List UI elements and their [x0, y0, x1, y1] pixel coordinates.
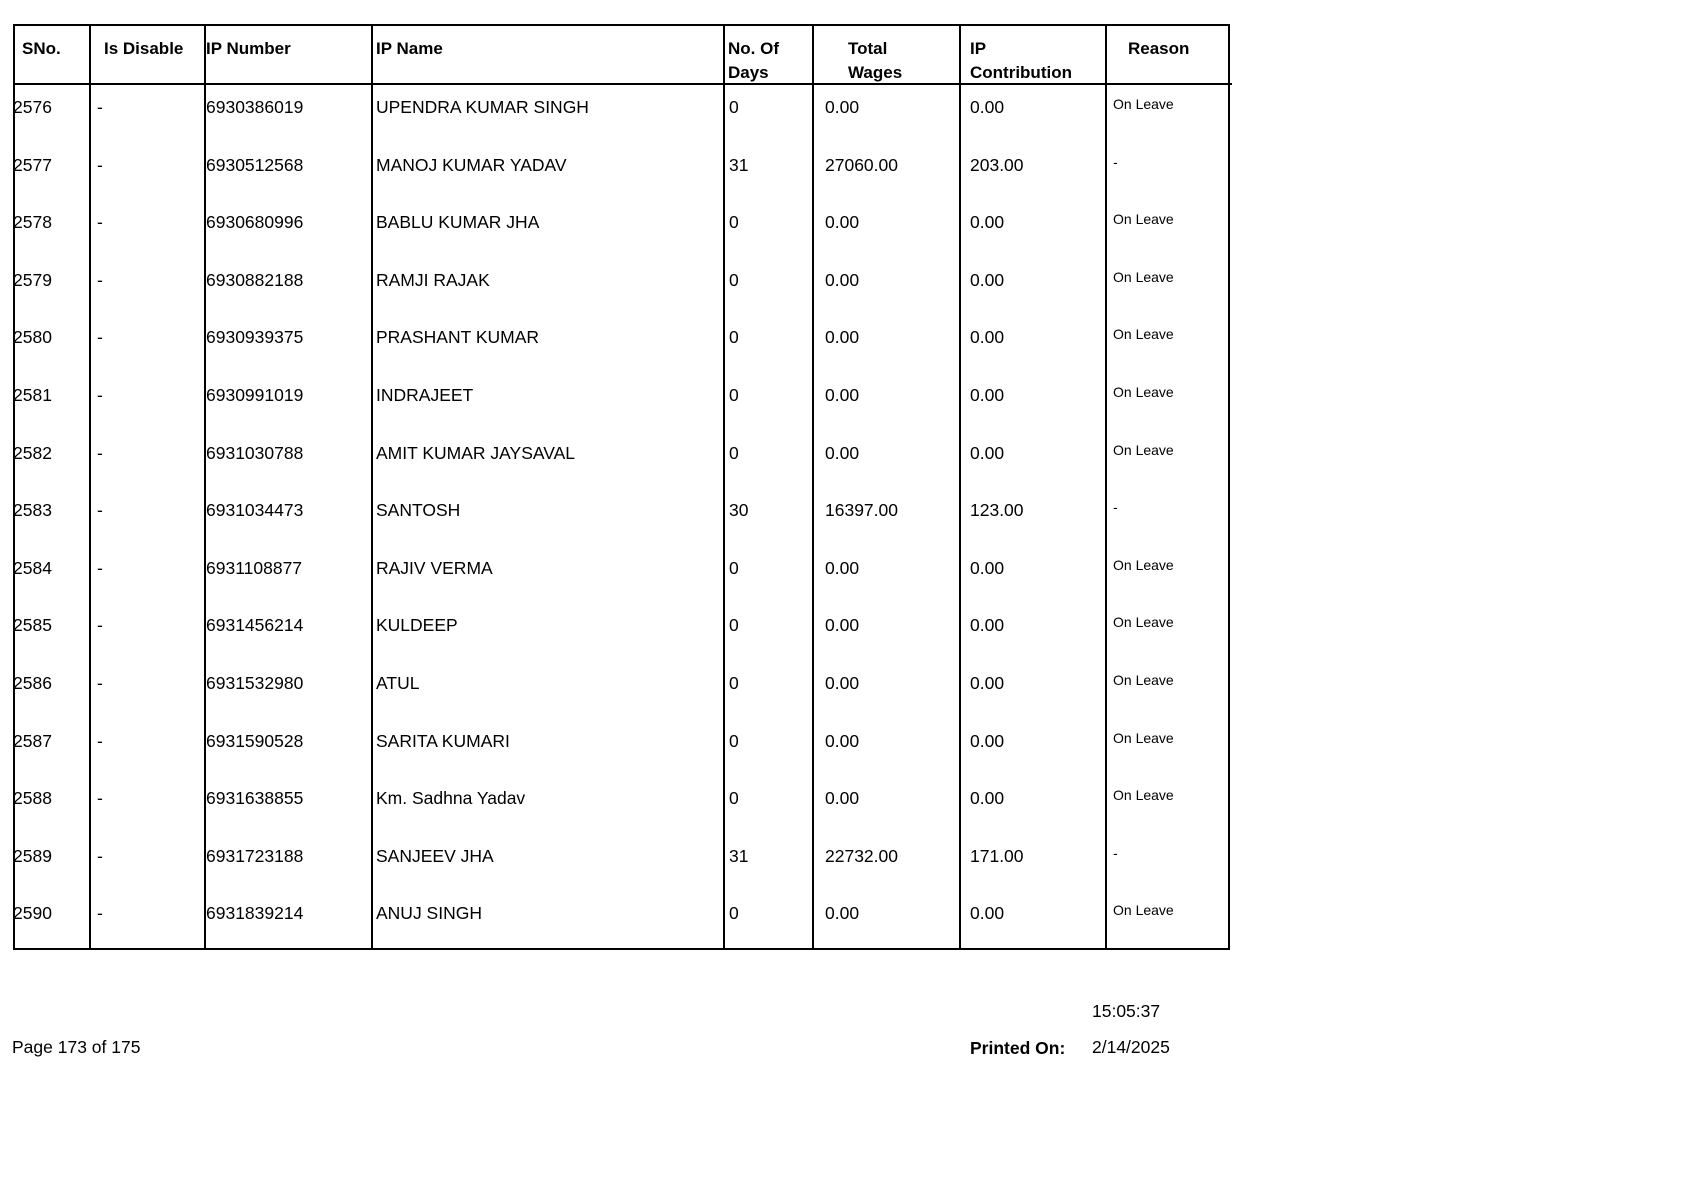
cell-ip-name: RAMJI RAJAK [376, 269, 490, 290]
header-no-of-days-line1: No. Of [728, 39, 779, 58]
cell-sno: 2586 [13, 673, 52, 693]
cell-ip-number: 6931034473 [206, 500, 304, 521]
cell-no-of-days: 31 [729, 845, 749, 866]
cell-ip-number: 6931456214 [206, 615, 304, 636]
page-number: Page 173 of 175 [12, 1037, 141, 1057]
cell-ip-number: 6931839214 [206, 903, 304, 924]
cell-sno: 2577 [13, 154, 52, 175]
cell-ip-contribution: 0.00 [970, 788, 1005, 809]
cell-ip-contribution: 0.00 [970, 212, 1005, 233]
cell-sno: 2585 [13, 615, 52, 636]
cell-no-of-days: 0 [729, 730, 739, 751]
cell-ip-name: ATUL [376, 673, 420, 693]
printed-on-label: Printed On: [970, 1038, 1066, 1058]
header-reason: Reason [1128, 39, 1190, 58]
cell-ip-contribution: 123.00 [970, 500, 1024, 521]
cell-sno: 2590 [13, 903, 52, 924]
cell-sno: 2582 [13, 442, 52, 463]
column-divider [371, 24, 373, 950]
cell-ip-contribution: 0.00 [970, 730, 1005, 751]
cell-ip-contribution: 0.00 [970, 442, 1005, 463]
cell-reason: On Leave [1113, 326, 1174, 343]
cell-no-of-days: 0 [729, 97, 739, 117]
cell-ip-number: 6930680996 [206, 212, 304, 233]
cell-sno: 2584 [13, 557, 52, 578]
cell-ip-contribution: 0.00 [970, 97, 1005, 117]
cell-total-wages: 0.00 [825, 442, 860, 463]
cell-is-disable: - [97, 385, 103, 405]
cell-sno: 2587 [13, 730, 52, 751]
column-divider [723, 24, 725, 950]
cell-ip-name: KULDEEP [376, 615, 458, 636]
cell-reason: On Leave [1113, 556, 1174, 573]
cell-ip-contribution: 0.00 [970, 615, 1005, 636]
header-sno: SNo. [22, 39, 61, 58]
cell-no-of-days: 0 [729, 385, 739, 405]
cell-ip-number: 6931532980 [206, 673, 304, 693]
cell-no-of-days: 0 [729, 903, 739, 924]
cell-reason: On Leave [1113, 729, 1174, 746]
cell-is-disable: - [97, 442, 103, 463]
cell-total-wages: 0.00 [825, 788, 860, 809]
cell-reason: On Leave [1113, 672, 1174, 688]
header-no-of-days-line2: Days [728, 63, 769, 82]
header-total-wages-line2: Wages [848, 63, 903, 82]
cell-is-disable: - [97, 500, 103, 521]
cell-total-wages: 0.00 [825, 269, 860, 290]
print-date: 2/14/2025 [1092, 1037, 1170, 1057]
cell-ip-name: PRASHANT KUMAR [376, 327, 540, 348]
column-divider [1105, 24, 1107, 950]
cell-total-wages: 27060.00 [825, 154, 898, 175]
cell-ip-number: 6931590528 [206, 730, 304, 751]
cell-reason: On Leave [1113, 902, 1174, 919]
cell-ip-name: AMIT KUMAR JAYSAVAL [376, 442, 576, 463]
cell-is-disable: - [97, 212, 103, 233]
cell-ip-name: SARITA KUMARI [376, 730, 510, 751]
cell-total-wages: 22732.00 [825, 845, 898, 866]
cell-reason: On Leave [1113, 787, 1174, 804]
column-divider [812, 24, 814, 950]
cell-no-of-days: 0 [729, 327, 739, 348]
cell-is-disable: - [97, 673, 103, 693]
print-time: 15:05:37 [1092, 1001, 1161, 1021]
cell-sno: 2583 [13, 500, 52, 521]
cell-ip-number: 6931723188 [206, 845, 304, 866]
cell-is-disable: - [97, 557, 103, 578]
cell-is-disable: - [97, 730, 103, 751]
cell-sno: 2579 [13, 269, 52, 290]
cell-ip-contribution: 203.00 [970, 154, 1024, 175]
cell-reason: On Leave [1113, 384, 1174, 400]
cell-total-wages: 0.00 [825, 903, 860, 924]
table-border [13, 24, 1230, 950]
cell-reason: On Leave [1113, 614, 1174, 631]
cell-sno: 2589 [13, 845, 52, 866]
cell-is-disable: - [97, 845, 103, 866]
cell-is-disable: - [97, 97, 103, 117]
cell-is-disable: - [97, 327, 103, 348]
header-ip-number: IP Number [206, 39, 291, 58]
cell-ip-contribution: 0.00 [970, 557, 1005, 578]
cell-reason: On Leave [1113, 441, 1174, 458]
cell-ip-contribution: 0.00 [970, 385, 1005, 405]
cell-ip-name: SANTOSH [376, 500, 461, 521]
cell-reason: - [1113, 153, 1118, 170]
cell-no-of-days: 0 [729, 442, 739, 463]
column-divider [89, 24, 91, 950]
cell-no-of-days: 0 [729, 269, 739, 290]
cell-ip-contribution: 0.00 [970, 903, 1005, 924]
cell-ip-name: BABLU KUMAR JHA [376, 212, 540, 233]
cell-sno: 2578 [13, 212, 52, 233]
cell-total-wages: 16397.00 [825, 500, 898, 521]
cell-reason: On Leave [1113, 96, 1174, 112]
header-ip-name: IP Name [376, 39, 443, 58]
cell-ip-name: INDRAJEET [376, 385, 474, 405]
header-is-disable: Is Disable [104, 39, 184, 58]
cell-total-wages: 0.00 [825, 97, 860, 117]
cell-ip-number: 6930882188 [206, 269, 304, 290]
cell-ip-contribution: 171.00 [970, 845, 1024, 866]
cell-no-of-days: 0 [729, 212, 739, 233]
cell-ip-number: 6930939375 [206, 327, 304, 348]
cell-is-disable: - [97, 615, 103, 636]
cell-ip-contribution: 0.00 [970, 673, 1005, 693]
cell-is-disable: - [97, 269, 103, 290]
cell-total-wages: 0.00 [825, 557, 860, 578]
cell-reason: On Leave [1113, 211, 1174, 228]
cell-is-disable: - [97, 903, 103, 924]
cell-ip-name: UPENDRA KUMAR SINGH [376, 97, 589, 117]
cell-total-wages: 0.00 [825, 327, 860, 348]
cell-total-wages: 0.00 [825, 615, 860, 636]
cell-ip-number: 6930386019 [206, 97, 304, 117]
cell-sno: 2588 [13, 788, 52, 809]
cell-total-wages: 0.00 [825, 673, 860, 693]
cell-ip-number: 6931030788 [206, 442, 304, 463]
cell-ip-number: 6931108877 [206, 557, 303, 578]
cell-reason: On Leave [1113, 268, 1174, 285]
cell-ip-name: RAJIV VERMA [376, 557, 493, 578]
cell-is-disable: - [97, 788, 103, 809]
cell-no-of-days: 0 [729, 557, 739, 578]
header-ip-contribution-line2: Contribution [970, 63, 1072, 82]
cell-ip-number: 6931638855 [206, 788, 304, 809]
cell-sno: 2576 [13, 97, 52, 117]
cell-ip-contribution: 0.00 [970, 269, 1005, 290]
cell-total-wages: 0.00 [825, 385, 860, 405]
cell-no-of-days: 30 [729, 500, 749, 521]
cell-no-of-days: 0 [729, 673, 739, 693]
cell-ip-number: 6930512568 [206, 154, 304, 175]
cell-total-wages: 0.00 [825, 212, 860, 233]
cell-no-of-days: 0 [729, 788, 739, 809]
cell-reason: - [1113, 844, 1118, 861]
cell-ip-number: 6930991019 [206, 385, 304, 405]
cell-sno: 2580 [13, 327, 52, 348]
cell-total-wages: 0.00 [825, 730, 860, 751]
cell-sno: 2581 [13, 385, 52, 405]
cell-ip-name: SANJEEV JHA [376, 845, 494, 866]
cell-no-of-days: 0 [729, 615, 739, 636]
cell-is-disable: - [97, 154, 103, 175]
cell-ip-name: ANUJ SINGH [376, 903, 482, 924]
column-divider [959, 24, 961, 950]
header-total-wages-line1: Total [848, 39, 888, 58]
header-ip-contribution-line1: IP [970, 39, 987, 58]
cell-ip-name: Km. Sadhna Yadav [376, 788, 526, 809]
cell-ip-contribution: 0.00 [970, 327, 1005, 348]
cell-no-of-days: 31 [729, 154, 749, 175]
cell-reason: - [1113, 499, 1118, 516]
cell-ip-name: MANOJ KUMAR YADAV [376, 154, 567, 175]
